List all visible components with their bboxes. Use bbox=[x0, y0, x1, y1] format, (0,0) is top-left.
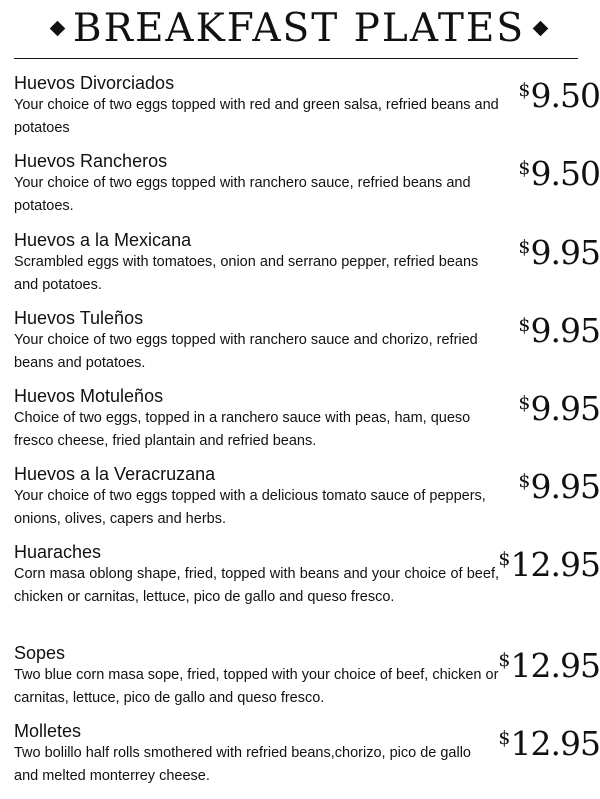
price-value: 12.95 bbox=[510, 649, 600, 682]
diamond-icon bbox=[533, 20, 549, 36]
menu-item bbox=[14, 151, 600, 230]
item-price bbox=[518, 392, 600, 425]
item-price bbox=[518, 314, 600, 347]
menu-item bbox=[14, 73, 600, 151]
currency-symbol: $ bbox=[498, 727, 511, 749]
item-price bbox=[498, 548, 600, 581]
header-divider bbox=[14, 58, 578, 59]
item-price bbox=[518, 470, 600, 503]
menu-list bbox=[14, 73, 600, 791]
item-name: Huaraches bbox=[14, 542, 102, 562]
price-value: 12.95 bbox=[510, 548, 600, 581]
menu-item bbox=[14, 308, 600, 386]
item-name: Huevos Divorciados bbox=[14, 73, 175, 93]
price-value: 9.95 bbox=[530, 236, 600, 269]
diamond-icon bbox=[50, 20, 66, 36]
item-price bbox=[498, 727, 600, 760]
menu-item bbox=[14, 230, 600, 308]
item-name: Huevos a la Veracruzana bbox=[14, 464, 216, 484]
menu-item bbox=[14, 721, 600, 791]
item-description: Your choice of two eggs topped with ranchero sauce, refried beans and potatoes. bbox=[14, 175, 471, 214]
item-price bbox=[518, 79, 600, 112]
item-price bbox=[518, 157, 600, 190]
item-price bbox=[498, 649, 600, 682]
price-value: 9.95 bbox=[530, 392, 600, 425]
price-value: 9.95 bbox=[530, 314, 600, 347]
item-name: Sopes bbox=[14, 643, 66, 663]
item-price bbox=[518, 236, 600, 269]
item-description: Choice of two eggs, topped in a ranchero sauce with peas, ham, queso fresco cheese, fried plantain and refried beans. bbox=[14, 410, 471, 449]
item-description: Your choice of two eggs topped with red and green salsa, refried beans and potatoes bbox=[14, 97, 499, 136]
title-row bbox=[14, 2, 584, 54]
item-description: Your choice of two eggs topped with ranchero sauce and chorizo, refried beans and potatoes. bbox=[14, 332, 478, 371]
price-value: 9.50 bbox=[530, 79, 600, 112]
menu-item bbox=[14, 542, 600, 643]
menu-item bbox=[14, 386, 600, 464]
item-description: Corn masa oblong shape, fried, topped with beans and your choice of beef, chicken or carnitas, lettuce, pico de gallo and queso fresco. bbox=[14, 566, 499, 605]
menu-item bbox=[14, 643, 600, 721]
menu-header bbox=[0, 0, 600, 58]
item-name: Huevos Rancheros bbox=[14, 151, 168, 171]
item-name: Huevos Tuleños bbox=[14, 308, 144, 328]
currency-symbol: $ bbox=[498, 548, 511, 570]
item-description: Two bolillo half rolls smothered with refried beans,chorizo, pico de gallo and melted monterrey cheese. bbox=[14, 745, 471, 784]
price-value: 12.95 bbox=[510, 727, 600, 760]
currency-symbol: $ bbox=[518, 392, 531, 414]
item-description: Your choice of two eggs topped with a delicious tomato sauce of peppers, onions, olives, capers and herbs. bbox=[14, 488, 486, 527]
currency-symbol: $ bbox=[518, 470, 531, 492]
item-name: Molletes bbox=[14, 721, 82, 741]
price-value: 9.95 bbox=[530, 470, 600, 503]
menu-item bbox=[14, 464, 600, 542]
currency-symbol: $ bbox=[498, 649, 511, 671]
item-name: Huevos Motuleños bbox=[14, 386, 164, 406]
currency-symbol: $ bbox=[518, 314, 531, 336]
item-name: Huevos a la Mexicana bbox=[14, 230, 192, 250]
page-title: BREAKFAST PLATES bbox=[72, 5, 526, 51]
price-value: 9.50 bbox=[530, 157, 600, 190]
item-description: Two blue corn masa sope, fried, topped with your choice of beef, chicken or carnitas, lettuce, pico de gallo and queso fresco. bbox=[14, 667, 499, 706]
currency-symbol: $ bbox=[518, 157, 531, 179]
currency-symbol: $ bbox=[518, 236, 531, 258]
currency-symbol: $ bbox=[518, 79, 531, 101]
item-description: Scrambled eggs with tomatoes, onion and serrano pepper, refried beans and potatoes. bbox=[14, 254, 479, 293]
